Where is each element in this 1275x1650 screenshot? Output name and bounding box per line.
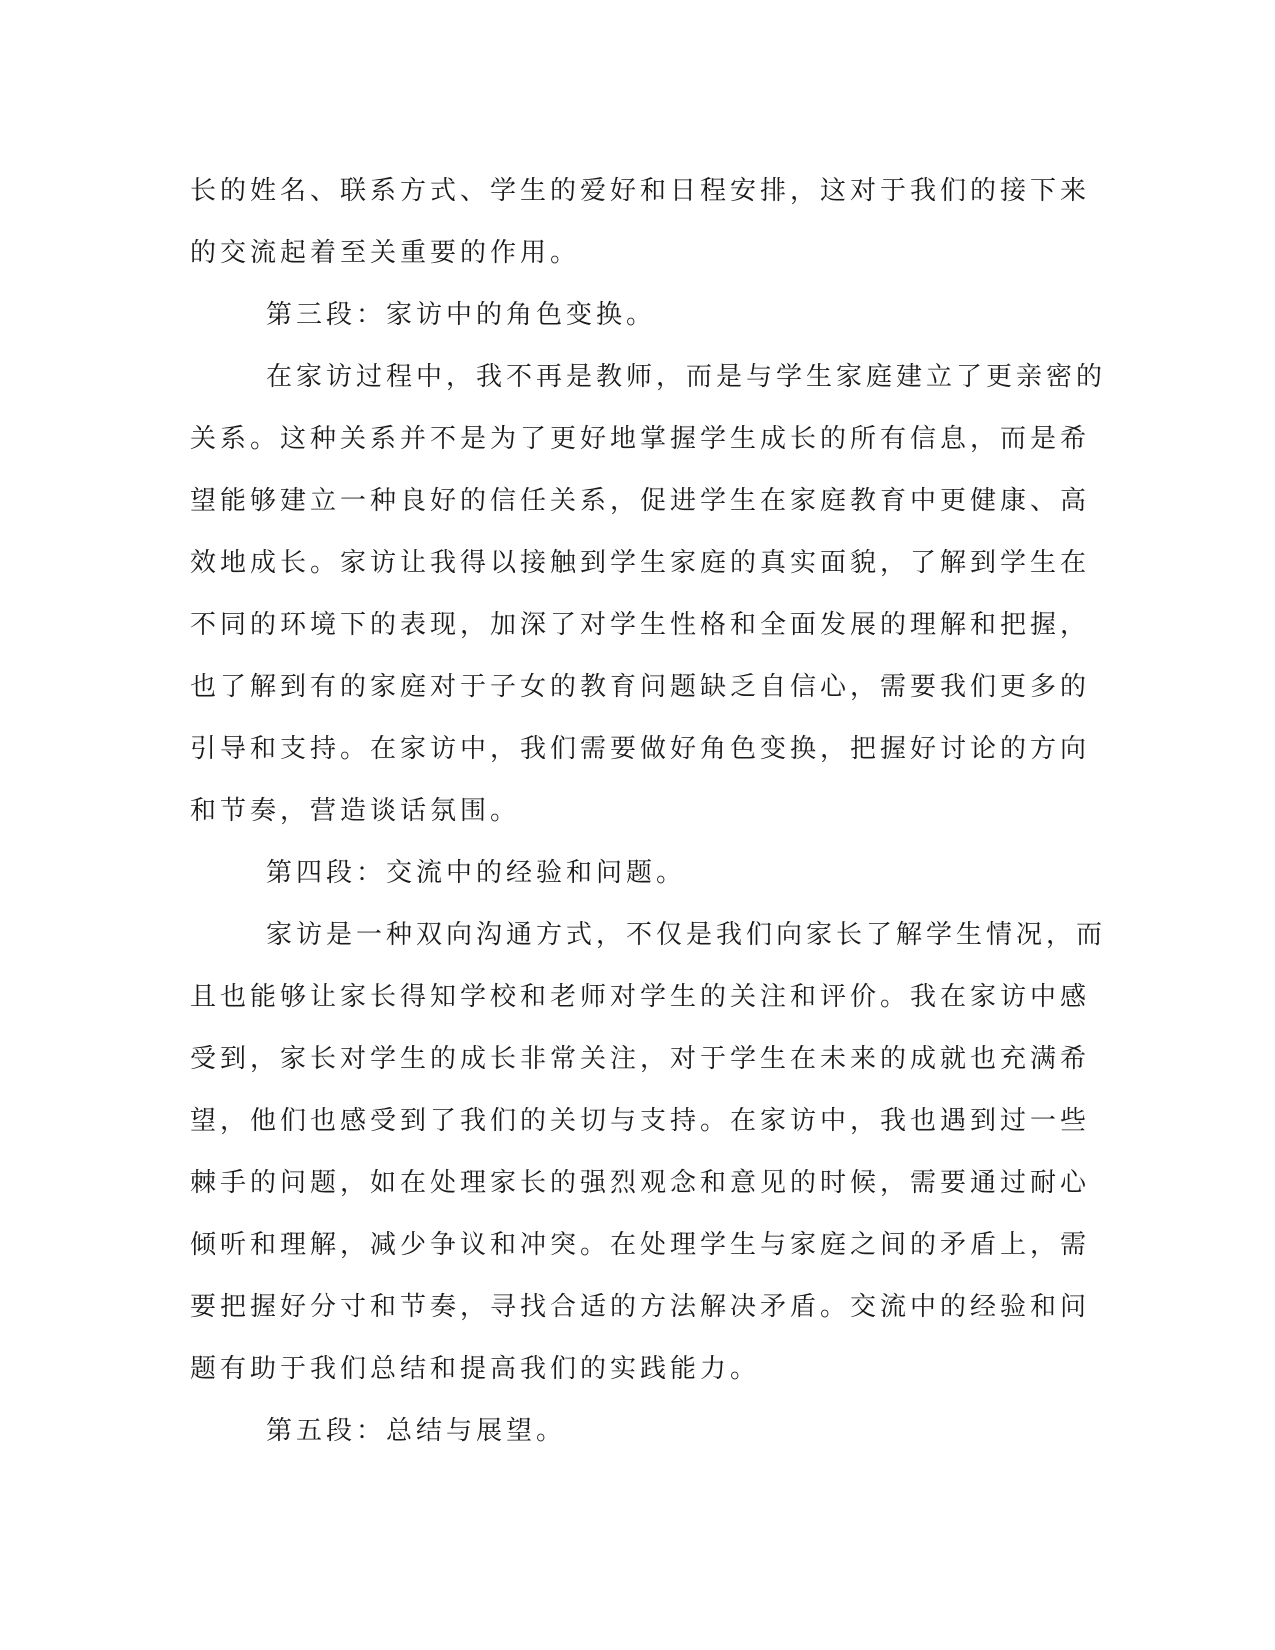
section-heading-3: 第三段：家访中的角色变换。 (266, 300, 657, 330)
text-line: 受到，家长对学生的成长非常关注，对于学生在未来的成就也充满希 (190, 1044, 1091, 1074)
text-line: 效地成长。家访让我得以接触到学生家庭的真实面貌，了解到学生在 (190, 548, 1091, 578)
text-line: 引导和支持。在家访中，我们需要做好角色变换，把握好讨论的方向 (190, 734, 1091, 764)
text-line: 且也能够让家长得知学校和老师对学生的关注和评价。我在家访中感 (190, 982, 1091, 1012)
document-body (190, 160, 1107, 1462)
text-line: 关系。这种关系并不是为了更好地掌握学生成长的所有信息，而是希 (190, 424, 1091, 454)
text-line: 题有助于我们总结和提高我们的实践能力。 (190, 1354, 761, 1384)
text-line: 长的姓名、联系方式、学生的爱好和日程安排，这对于我们的接下来 (190, 176, 1091, 206)
text-line: 倾听和理解，减少争议和冲突。在处理学生与家庭之间的矛盾上，需 (190, 1230, 1091, 1260)
text-line: 望能够建立一种良好的信任关系，促进学生在家庭教育中更健康、高 (190, 486, 1091, 516)
section-heading-5: 第五段：总结与展望。 (266, 1416, 567, 1446)
text-line: 不同的环境下的表现，加深了对学生性格和全面发展的理解和把握， (190, 610, 1091, 640)
text-line: 也了解到有的家庭对于子女的教育问题缺乏自信心，需要我们更多的 (190, 672, 1091, 702)
section-heading-4: 第四段：交流中的经验和问题。 (266, 858, 687, 888)
text-line: 棘手的问题，如在处理家长的强烈观念和意见的时候，需要通过耐心 (190, 1168, 1091, 1198)
text-line: 和节奏，营造谈话氛围。 (190, 796, 521, 826)
text-line: 要把握好分寸和节奏，寻找合适的方法解决矛盾。交流中的经验和问 (190, 1292, 1091, 1322)
text-line: 在家访过程中，我不再是教师，而是与学生家庭建立了更亲密的 (266, 362, 1107, 392)
text-line: 望，他们也感受到了我们的关切与支持。在家访中，我也遇到过一些 (190, 1106, 1091, 1136)
text-line: 家访是一种双向沟通方式，不仅是我们向家长了解学生情况，而 (266, 920, 1107, 950)
text-line: 的交流起着至关重要的作用。 (190, 238, 581, 268)
